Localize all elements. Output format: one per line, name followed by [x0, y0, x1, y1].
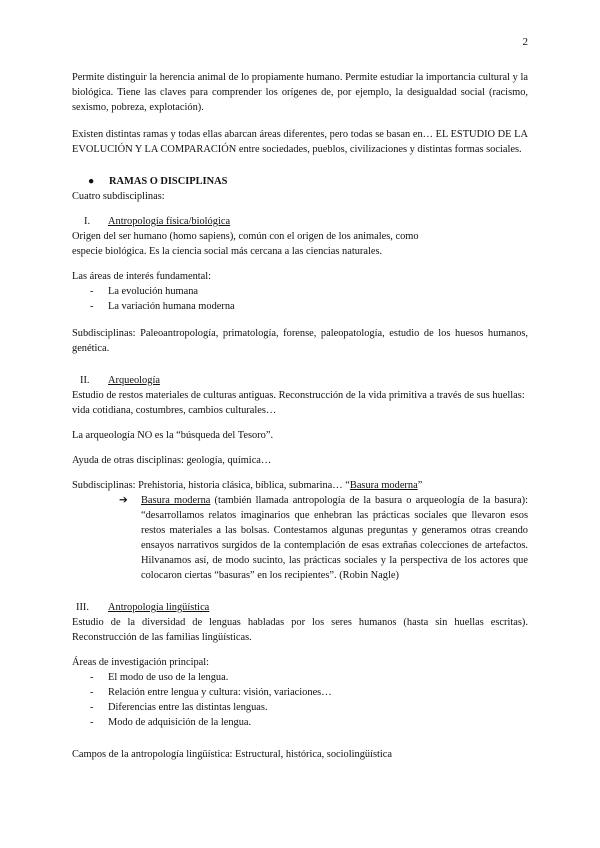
ramas-heading-text: RAMAS O DISCIPLINAS: [109, 176, 228, 187]
list-item-text: Diferencias entre las distintas lenguas.: [108, 702, 268, 713]
section-2-paragraph-1: Estudio de restos materiales de culturas antiguas. Reconstrucción de la vida primitiva a través de sus huellas: vida cotidiana, costumbres, cambios culturales…: [72, 390, 525, 416]
section-1-line-2: especie biológica. Es la ciencia social más cercana a las ciencias naturales.: [72, 246, 383, 257]
section-3-areas-label: Áreas de investigación principal:: [72, 657, 210, 668]
list-item: - El modo de uso de la lengua.: [90, 672, 229, 683]
section-3-title: Antropología lingüística: [108, 602, 210, 613]
section-2-heading: [72, 373, 528, 388]
basura-moderna-link[interactable]: Basura moderna: [349, 480, 418, 491]
section-2-paragraph-2: La arqueología NO es la “búsqueda del Tesoro”.: [72, 430, 274, 441]
section-1-subdisciplines: Subdisciplinas: Paleoantropología, primatología, forense, paleopatología, estudio de los huesos humanos, genética.: [72, 328, 528, 354]
section-3-number: III.: [76, 602, 89, 613]
section-2-number: II.: [80, 375, 90, 386]
section-2-title: Arqueología: [108, 375, 160, 386]
ramas-heading: [72, 174, 528, 189]
quote-text: (también llamada antropología de la basura o arqueología de la basura): “desarrollamos relatos imaginarios que enhebran las prácticas sociales que llevaron esos restos materiales a las bolsas. Contestamos algunas preguntas y generamos otras creando ensayos narrativos surgidos de la contemplación de esas extrañas colecciones de artefactos. Hilvanamos así, de modo sucinto, las prácticas sociales y la perspectiva de los actores que colocaron ciertas “basuras” en los recipientes”. (Robin Nagle): [141, 495, 528, 581]
page-content: [72, 70, 528, 762]
bullet-icon: ●: [88, 176, 95, 187]
list-item: - Diferencias entre las distintas lenguas.: [90, 702, 268, 713]
list-item-text: La evolución humana: [108, 286, 199, 297]
section-1-heading: [72, 214, 528, 229]
section-2-subdisciplines: Subdisciplinas: Prehistoria, historia clásica, bíblica, submarina… “Basura moderna”: [72, 480, 423, 491]
intro-paragraph-1: Permite distinguir la herencia animal de lo propiamente humano. Permite estudiar la importancia cultural y la biológica. Tiene las claves para comprender los orígenes de, por ejemplo, la desigualdad social (racismo, sexismo, pobreza, explotación).: [72, 72, 528, 113]
quote-term: Basura moderna: [141, 495, 211, 506]
section-3-paragraph-1: Estudio de la diversidad de lenguas habladas por los seres humanos (hasta sin huellas escritas). Reconstrucción de las familias lingüísticas.: [72, 617, 528, 643]
list-item-text: El modo de uso de la lengua.: [108, 672, 229, 683]
list-item: - Modo de adquisición de la lengua.: [90, 717, 252, 728]
section-3-heading: [72, 600, 528, 615]
list-item-text: Modo de adquisición de la lengua.: [108, 717, 252, 728]
list-item: - Relación entre lengua y cultura: visión, variaciones…: [90, 687, 332, 698]
list-item-text: La variación humana moderna: [108, 301, 235, 312]
arrow-icon: ➔: [119, 495, 128, 506]
list-item-text: Relación entre lengua y cultura: visión, variaciones…: [108, 687, 332, 698]
section-1-line-1: Origen del ser humano (homo sapiens), común con el origen de los animales, como: [72, 231, 419, 242]
section-1-number: I.: [84, 216, 91, 227]
list-item: - La evolución humana: [90, 286, 199, 297]
section-1-areas-label: Las áreas de interés fundamental:: [72, 271, 212, 282]
basura-moderna-quote: [119, 493, 528, 583]
section-2-paragraph-3: Ayuda de otras disciplinas: geología, química…: [72, 455, 272, 466]
ramas-subtitle: Cuatro subdisciplinas:: [72, 191, 165, 202]
page-number: 2: [522, 36, 528, 48]
section-3-campos: Campos de la antropología lingüística: Estructural, histórica, sociolingüística: [72, 749, 393, 760]
section-1-title: Antropología física/biológica: [108, 216, 231, 227]
list-item: - La variación humana moderna: [90, 301, 235, 312]
intro-paragraph-2: Existen distintas ramas y todas ellas abarcan áreas diferentes, pero todas se basan en… EL ESTUDIO DE LA EVOLUCIÓN Y LA COMPARACIÓN entre sociedades, pueblos, civilizaciones y distintas formas sociales.: [72, 129, 528, 155]
